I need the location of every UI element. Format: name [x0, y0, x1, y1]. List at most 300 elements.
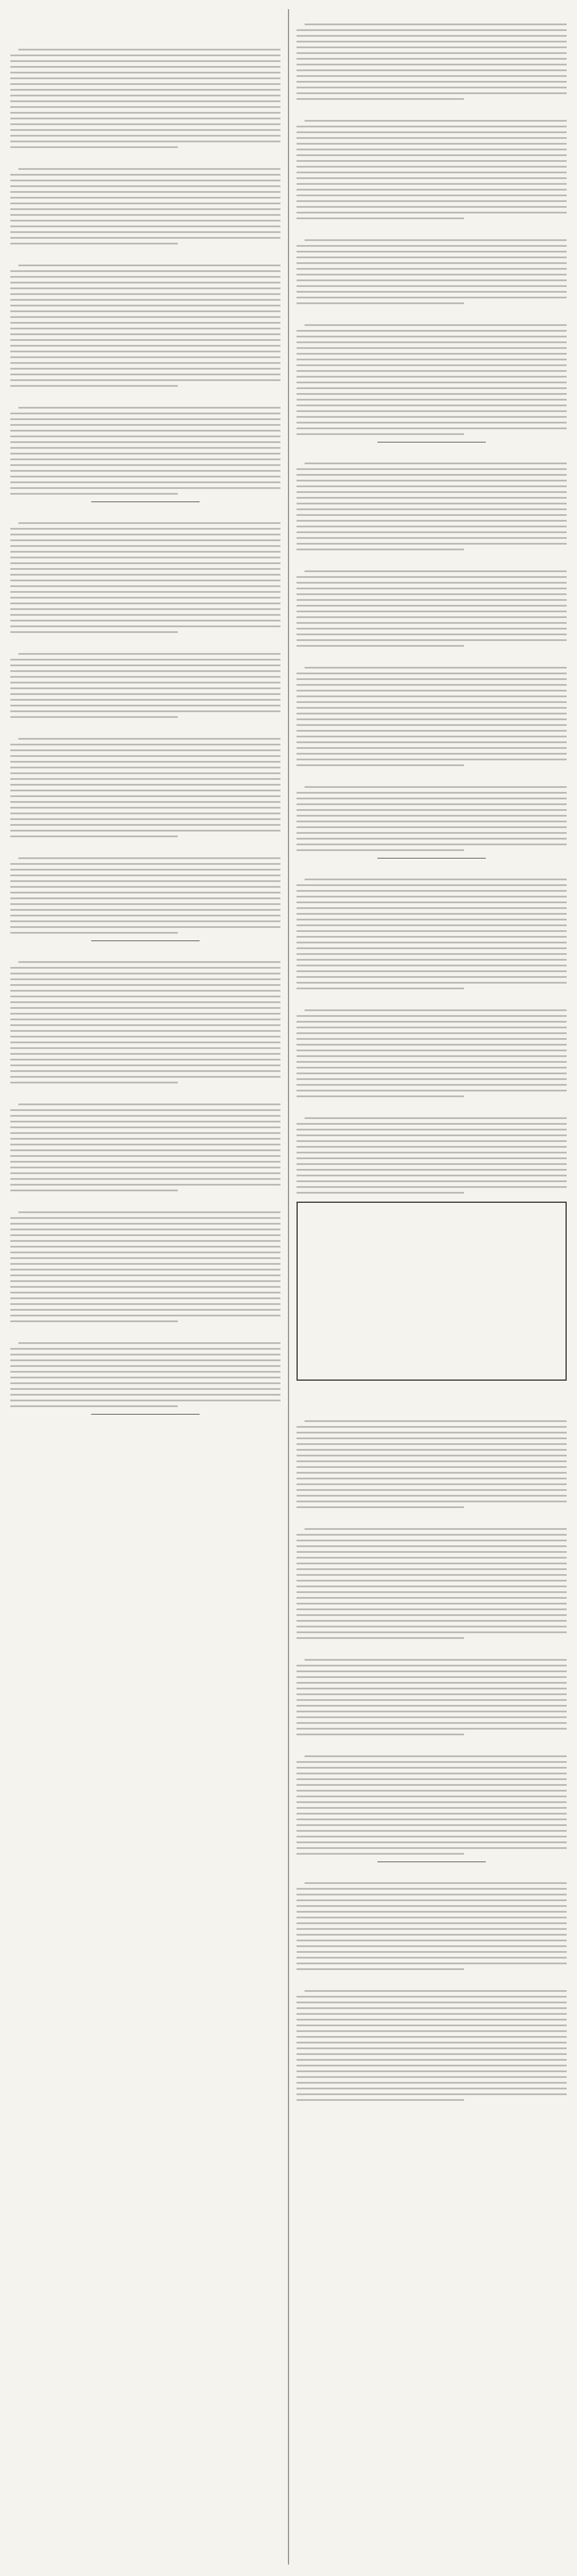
text-line-placeholder: [297, 2007, 567, 2009]
paragraph-text: [10, 508, 280, 518]
text-line-placeholder: [297, 1767, 567, 1769]
text-line-placeholder: [10, 574, 280, 576]
text-line-placeholder: [10, 470, 280, 472]
text-line-placeholder: [10, 112, 280, 114]
article-paragraph: [297, 225, 567, 304]
paragraph-text: [10, 34, 280, 44]
text-line-placeholder: [10, 967, 280, 969]
advert-tagline: [307, 1349, 556, 1361]
text-line-placeholder: [297, 217, 464, 219]
text-line-placeholder: [18, 738, 280, 740]
text-line-placeholder: [10, 123, 280, 125]
text-line-placeholder: [297, 1044, 567, 1046]
text-line-placeholder: [297, 1175, 567, 1176]
text-line-placeholder: [305, 879, 567, 880]
paragraph-text: [297, 1406, 567, 1416]
text-line-placeholder: [10, 534, 280, 535]
paragraph-text: [10, 1089, 280, 1099]
article-paragraph: [297, 995, 567, 1097]
text-line-placeholder: [297, 1836, 567, 1837]
text-line-placeholder: [305, 1755, 567, 1757]
text-line-placeholder: [297, 913, 567, 915]
text-line-placeholder: [297, 399, 567, 401]
text-line-placeholder: [297, 2047, 567, 2049]
text-line-placeholder: [297, 1483, 567, 1485]
article-paragraph: [297, 1976, 567, 2101]
text-line-placeholder: [297, 1084, 567, 1086]
text-line-placeholder: [10, 659, 280, 660]
text-line-placeholder: [10, 557, 280, 558]
text-line-placeholder: [10, 1001, 280, 1003]
advert-big-title: [307, 1306, 556, 1341]
text-line-placeholder: [10, 978, 280, 980]
text-line-placeholder: [297, 212, 567, 213]
paragraph-text: [10, 393, 280, 402]
advert-heading-1: [307, 1215, 556, 1246]
article-paragraph: [297, 106, 567, 219]
text-line-placeholder: [297, 1163, 567, 1165]
text-line-placeholder: [297, 1123, 567, 1125]
text-line-placeholder: [297, 1067, 567, 1069]
text-line-placeholder: [297, 508, 567, 510]
text-line-placeholder: [10, 185, 280, 187]
text-line-placeholder: [297, 1574, 567, 1576]
text-line-placeholder: [297, 274, 567, 275]
text-line-placeholder: [297, 302, 464, 304]
text-line-placeholder: [297, 370, 567, 372]
text-line-placeholder: [297, 410, 567, 412]
text-line-placeholder: [10, 1059, 280, 1060]
text-line-placeholder: [297, 1568, 567, 1570]
text-line-placeholder: [10, 356, 280, 358]
text-line-placeholder: [305, 1009, 567, 1011]
text-line-placeholder: [297, 46, 567, 48]
text-line-placeholder: [297, 1773, 567, 1774]
text-line-placeholder: [10, 1394, 280, 1396]
text-line-placeholder: [305, 570, 567, 572]
section-title: [10, 11, 280, 29]
text-line-placeholder: [297, 730, 567, 732]
paragraph-text: [10, 639, 280, 648]
text-line-placeholder: [297, 1140, 567, 1142]
text-line-placeholder: [297, 1186, 567, 1188]
text-line-placeholder: [10, 562, 280, 564]
text-line-placeholder: [10, 95, 280, 96]
text-line-placeholder: [10, 1303, 280, 1305]
text-line-placeholder: [297, 1728, 567, 1730]
text-line-placeholder: [297, 1784, 567, 1786]
text-line-placeholder: [297, 1968, 464, 1970]
text-line-placeholder: [305, 786, 567, 788]
text-line-placeholder: [10, 744, 280, 745]
text-line-placeholder: [10, 282, 280, 283]
text-line-placeholder: [10, 1007, 280, 1009]
article-paragraph: [10, 843, 280, 934]
text-line-placeholder: [297, 1734, 464, 1735]
text-line-placeholder: [10, 77, 280, 79]
text-line-placeholder: [297, 1478, 567, 1479]
text-line-placeholder: [297, 2002, 567, 2003]
article-paragraph: [10, 724, 280, 837]
text-line-placeholder: [297, 92, 567, 94]
text-line-placeholder: [305, 1659, 567, 1661]
paragraph-text: [10, 1328, 280, 1338]
text-line-placeholder: [10, 705, 280, 706]
article-paragraph: [297, 1514, 567, 1639]
text-line-placeholder: [10, 568, 280, 570]
text-line-placeholder: [10, 772, 280, 774]
paragraph-text: [297, 1868, 567, 1878]
text-line-placeholder: [10, 909, 280, 911]
text-line-placeholder: [297, 2093, 567, 2095]
text-line-placeholder: [297, 543, 567, 545]
text-line-placeholder: [297, 2076, 567, 2078]
text-line-placeholder: [10, 322, 280, 324]
text-line-placeholder: [10, 1144, 280, 1145]
paragraph-text: [297, 1514, 567, 1524]
text-line-placeholder: [297, 166, 567, 168]
text-line-placeholder: [297, 1670, 567, 1672]
text-line-placeholder: [10, 83, 280, 85]
text-line-placeholder: [297, 1934, 567, 1936]
text-line-placeholder: [297, 1620, 567, 1622]
text-line-placeholder: [10, 625, 280, 627]
text-line-placeholder: [297, 497, 567, 499]
text-line-placeholder: [10, 699, 280, 701]
text-line-placeholder: [10, 710, 280, 712]
text-line-placeholder: [10, 1167, 280, 1168]
text-line-placeholder: [10, 339, 280, 341]
text-line-placeholder: [297, 1506, 464, 1508]
text-line-placeholder: [297, 35, 567, 37]
article-paragraph: [297, 864, 567, 989]
text-line-placeholder: [297, 2013, 567, 2015]
paragraph-text: [297, 1645, 567, 1654]
text-line-placeholder: [297, 1951, 567, 1953]
two-column-layout: [10, 9, 567, 2565]
text-line-placeholder: [305, 667, 567, 669]
text-line-placeholder: [10, 243, 178, 244]
article-paragraph: [297, 1741, 567, 1855]
text-line-placeholder: [297, 1824, 567, 1826]
text-line-placeholder: [305, 120, 567, 122]
text-line-placeholder: [297, 826, 567, 828]
text-line-placeholder: [10, 1064, 280, 1066]
text-line-placeholder: [10, 1178, 280, 1180]
text-line-placeholder: [297, 1050, 567, 1051]
text-line-placeholder: [297, 1963, 567, 1964]
text-line-placeholder: [297, 736, 567, 737]
text-line-placeholder: [10, 926, 280, 928]
text-line-placeholder: [297, 576, 567, 578]
text-line-placeholder: [18, 168, 280, 170]
article-paragraph: [10, 250, 280, 387]
text-line-placeholder: [297, 382, 567, 383]
text-line-placeholder: [10, 1019, 280, 1020]
text-line-placeholder: [10, 197, 280, 199]
text-line-placeholder: [10, 351, 280, 352]
text-line-placeholder: [10, 174, 280, 176]
text-line-placeholder: [10, 1365, 280, 1367]
text-line-placeholder: [305, 1528, 567, 1530]
text-line-placeholder: [297, 1940, 567, 1941]
text-line-placeholder: [297, 1711, 567, 1712]
text-line-placeholder: [10, 191, 280, 193]
text-line-placeholder: [297, 64, 567, 65]
text-line-placeholder: [10, 430, 280, 432]
article-paragraph: [297, 556, 567, 647]
text-line-placeholder: [10, 1036, 280, 1038]
paragraph-text: [297, 864, 567, 874]
text-line-placeholder: [297, 815, 567, 817]
text-line-placeholder: [297, 291, 567, 293]
text-line-placeholder: [297, 696, 567, 697]
text-line-placeholder: [297, 1027, 567, 1028]
text-line-placeholder: [297, 1819, 567, 1820]
paragraph-text: [297, 1103, 567, 1113]
text-line-placeholder: [297, 143, 567, 145]
text-line-placeholder: [10, 915, 280, 916]
text-line-placeholder: [297, 678, 567, 680]
text-line-placeholder: [10, 614, 280, 616]
text-line-placeholder: [297, 1495, 567, 1497]
text-line-placeholder: [297, 1716, 567, 1718]
text-line-placeholder: [10, 620, 280, 621]
text-line-placeholder: [297, 126, 567, 127]
text-line-placeholder: [10, 761, 280, 763]
text-line-placeholder: [297, 520, 567, 522]
text-line-placeholder: [10, 146, 178, 148]
text-line-placeholder: [10, 597, 280, 599]
text-line-placeholder: [10, 293, 280, 295]
text-line-placeholder: [297, 2088, 567, 2089]
text-line-placeholder: [297, 1790, 567, 1792]
text-line-placeholder: [297, 1466, 567, 1468]
text-line-placeholder: [297, 2065, 567, 2066]
text-line-placeholder: [297, 1129, 567, 1130]
text-line-placeholder: [297, 907, 567, 909]
text-line-placeholder: [10, 1082, 178, 1083]
text-line-placeholder: [10, 1400, 280, 1401]
text-line-placeholder: [10, 1109, 280, 1111]
text-line-placeholder: [297, 741, 567, 743]
text-line-placeholder: [297, 1796, 567, 1797]
text-line-placeholder: [10, 345, 280, 347]
text-line-placeholder: [297, 1853, 464, 1855]
text-line-placeholder: [10, 220, 280, 222]
text-line-placeholder: [10, 1172, 280, 1174]
text-line-placeholder: [10, 1257, 280, 1259]
text-line-placeholder: [297, 245, 567, 247]
text-line-placeholder: [10, 897, 280, 899]
text-line-placeholder: [10, 716, 178, 718]
text-line-placeholder: [10, 682, 280, 683]
text-line-placeholder: [18, 961, 280, 963]
text-line-placeholder: [297, 2070, 567, 2072]
text-line-placeholder: [10, 270, 280, 272]
text-line-placeholder: [10, 418, 280, 420]
text-line-placeholder: [297, 849, 464, 851]
text-line-placeholder: [297, 1021, 567, 1023]
text-line-placeholder: [297, 1626, 567, 1627]
text-line-placeholder: [10, 214, 280, 216]
text-line-placeholder: [297, 724, 567, 726]
text-line-placeholder: [297, 924, 567, 926]
text-line-placeholder: [297, 1460, 567, 1462]
text-line-placeholder: [297, 947, 567, 949]
text-line-placeholder: [297, 154, 567, 156]
text-line-placeholder: [297, 2053, 567, 2055]
text-line-placeholder: [297, 285, 567, 287]
text-line-placeholder: [297, 684, 567, 686]
text-line-placeholder: [10, 100, 280, 102]
text-line-placeholder: [297, 942, 567, 943]
text-line-placeholder: [297, 183, 567, 185]
text-line-placeholder: [297, 2082, 567, 2084]
text-line-placeholder: [10, 487, 280, 489]
text-line-placeholder: [297, 485, 567, 487]
text-line-placeholder: [10, 424, 280, 426]
article-paragraph: [297, 1645, 567, 1735]
text-line-placeholder: [10, 1371, 280, 1373]
text-line-placeholder: [10, 795, 280, 797]
paragraph-text: [297, 9, 567, 19]
text-line-placeholder: [297, 2042, 567, 2043]
text-line-placeholder: [10, 374, 280, 375]
text-line-placeholder: [297, 713, 567, 714]
text-line-placeholder: [10, 1121, 280, 1122]
text-line-placeholder: [10, 990, 280, 992]
text-line-placeholder: [297, 1676, 567, 1678]
text-line-placeholder: [297, 491, 567, 493]
text-line-placeholder: [297, 98, 464, 100]
text-line-placeholder: [10, 118, 280, 119]
text-line-placeholder: [10, 1354, 280, 1355]
text-line-placeholder: [10, 481, 280, 483]
text-line-placeholder: [18, 857, 280, 859]
text-line-placeholder: [18, 653, 280, 655]
text-line-placeholder: [297, 1557, 567, 1559]
text-line-placeholder: [10, 1030, 280, 1032]
text-line-placeholder: [297, 1551, 567, 1553]
text-line-placeholder: [10, 1263, 280, 1265]
text-line-placeholder: [297, 1095, 464, 1097]
text-line-placeholder: [10, 830, 280, 832]
text-line-placeholder: [10, 603, 280, 604]
text-line-placeholder: [297, 953, 567, 955]
text-line-placeholder: [297, 1443, 567, 1445]
text-line-placeholder: [297, 341, 567, 343]
text-line-placeholder: [297, 268, 567, 270]
text-line-placeholder: [297, 936, 567, 938]
paragraph-text: [10, 154, 280, 164]
text-line-placeholder: [297, 1905, 567, 1907]
text-line-placeholder: [297, 75, 567, 77]
article-paragraph: [10, 508, 280, 633]
text-line-placeholder: [297, 160, 567, 162]
text-line-placeholder: [10, 1161, 280, 1163]
text-line-placeholder: [10, 459, 280, 460]
text-line-placeholder: [297, 2099, 464, 2101]
text-line-placeholder: [297, 347, 567, 349]
text-line-placeholder: [297, 1631, 567, 1633]
text-line-placeholder: [10, 676, 280, 678]
text-line-placeholder: [297, 2025, 567, 2026]
text-line-placeholder: [10, 1315, 280, 1316]
text-line-placeholder: [297, 1637, 464, 1639]
text-line-placeholder: [297, 2059, 567, 2061]
text-line-placeholder: [10, 693, 280, 695]
second-section-title: [297, 1389, 567, 1401]
text-line-placeholder: [10, 580, 280, 581]
text-line-placeholder: [18, 1211, 280, 1213]
article-paragraph: [297, 448, 567, 550]
text-line-placeholder: [10, 1132, 280, 1134]
text-line-placeholder: [297, 1426, 567, 1428]
text-line-placeholder: [10, 1024, 280, 1026]
text-line-placeholder: [297, 1146, 567, 1148]
text-line-placeholder: [297, 959, 567, 961]
text-line-placeholder: [297, 1597, 567, 1599]
text-line-placeholder: [10, 333, 280, 335]
text-line-placeholder: [10, 441, 280, 443]
text-line-placeholder: [297, 930, 567, 932]
text-line-placeholder: [297, 1169, 567, 1171]
paragraph-text: [10, 1197, 280, 1207]
text-line-placeholder: [10, 72, 280, 73]
text-line-placeholder: [10, 836, 178, 837]
text-line-placeholder: [10, 464, 280, 466]
text-line-placeholder: [10, 316, 280, 318]
text-line-placeholder: [10, 1234, 280, 1236]
text-line-placeholder: [297, 1591, 567, 1593]
text-line-placeholder: [10, 379, 280, 381]
text-line-placeholder: [10, 66, 280, 68]
text-line-placeholder: [10, 299, 280, 301]
text-line-placeholder: [10, 1388, 280, 1390]
section-rule: [91, 1414, 199, 1415]
text-line-placeholder: [297, 58, 567, 60]
text-line-placeholder: [10, 1223, 280, 1225]
text-line-placeholder: [10, 875, 280, 876]
text-line-placeholder: [10, 996, 280, 997]
text-line-placeholder: [10, 60, 280, 62]
text-line-placeholder: [305, 324, 567, 326]
text-line-placeholder: [297, 1152, 567, 1153]
text-line-placeholder: [297, 1705, 567, 1707]
text-line-placeholder: [297, 673, 567, 674]
text-line-placeholder: [10, 180, 280, 181]
text-line-placeholder: [10, 886, 280, 888]
text-line-placeholder: [297, 764, 464, 766]
text-line-placeholder: [10, 1149, 280, 1151]
text-line-placeholder: [10, 493, 178, 495]
article-paragraph: [297, 1406, 567, 1508]
text-line-placeholder: [297, 1489, 567, 1491]
text-line-placeholder: [297, 1501, 567, 1502]
text-line-placeholder: [297, 1996, 567, 1998]
text-line-placeholder: [297, 792, 567, 794]
text-line-placeholder: [297, 982, 567, 984]
text-line-placeholder: [297, 1922, 567, 1924]
paragraph-text: [297, 652, 567, 662]
text-line-placeholder: [297, 588, 567, 589]
text-line-placeholder: [10, 687, 280, 689]
text-line-placeholder: [10, 665, 280, 666]
text-line-placeholder: [297, 1078, 567, 1080]
text-line-placeholder: [297, 1472, 567, 1474]
text-line-placeholder: [297, 645, 464, 647]
